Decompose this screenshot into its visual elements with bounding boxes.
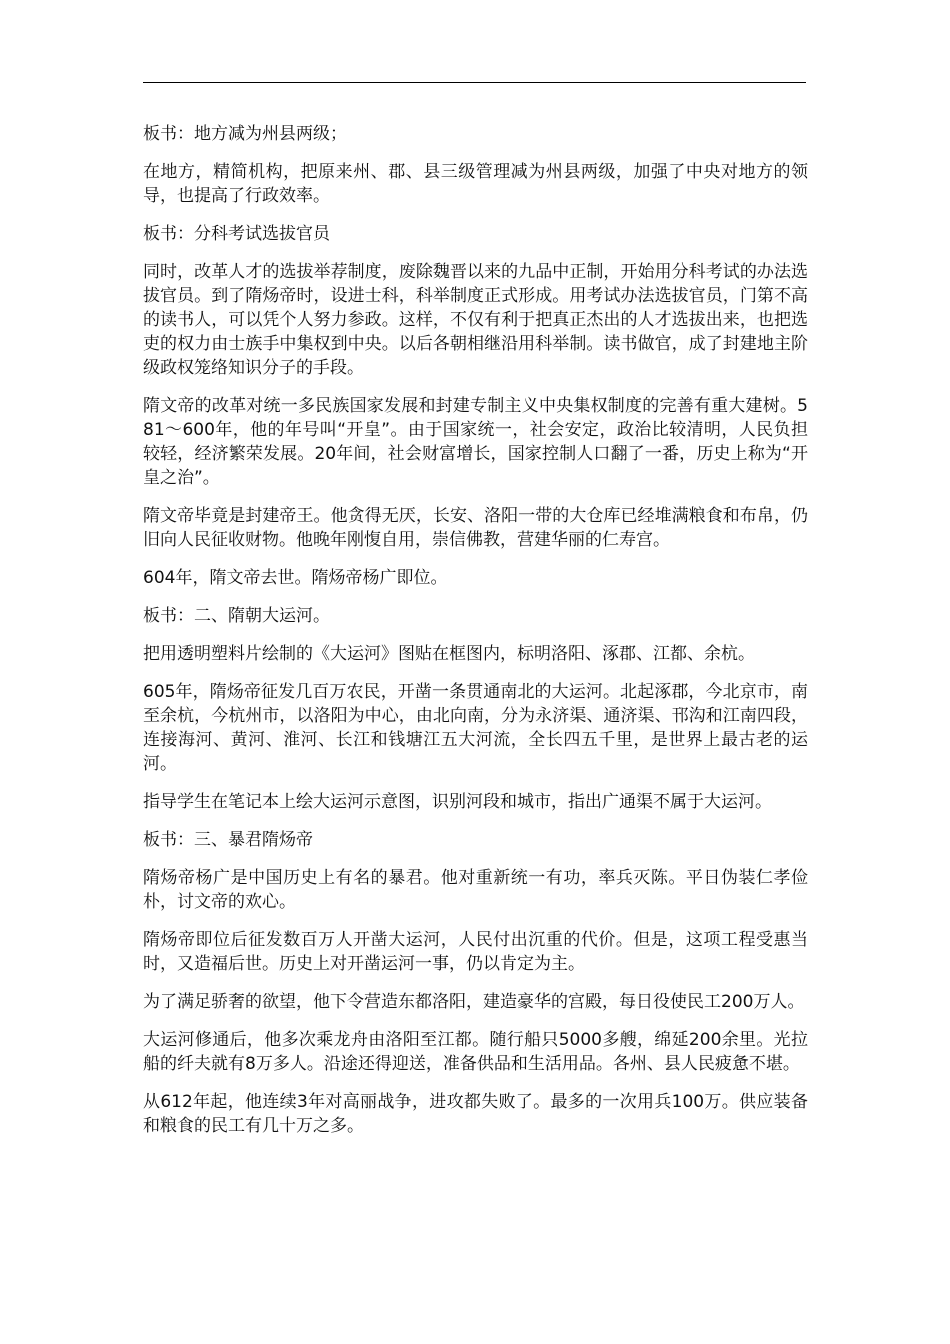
- body-paragraph: 大运河修通后，他多次乘龙舟由洛阳至江都。随行船只5000多艘，绵延200余里。光拉船的纤夫就有8万多人。沿途还得迎送，准备供品和生活用品。各州、县人民疲惫不堪。: [143, 1030, 808, 1074]
- board-note-paragraph: 板书：地方减为州县两级；: [143, 124, 347, 144]
- body-paragraph: 隋文帝的改革对统一多民族国家发展和封建专制主义中央集权制度的完善有重大建树。581～600年，他的年号叫“开皇”。由于国家统一，社会安定，政治比较清明，人民负担较轻，经济繁荣发展。20年间，社会财富增长，国家控制人口翻了一番，历史上称为“开皇之治”。: [143, 396, 808, 488]
- body-paragraph: 同时，改革人才的选拔举荐制度，废除魏晋以来的九品中正制，开始用分科考试的办法选拔官员。到了隋炀帝时，设进士科，科举制度正式形成。用考试办法选拔官员，门第不高的读书人，可以凭个人努力参政。这样，不仅有利于把真正杰出的人才选拔出来，也把选吏的权力由士族手中集权到中央。以后各朝相继沿用科举制。读书做官，成了封建地主阶级政权笼络知识分子的手段。: [143, 262, 808, 378]
- body-paragraph: 在地方，精简机构，把原来州、郡、县三级管理减为州县两级，加强了中央对地方的领导，也提高了行政效率。: [143, 162, 808, 206]
- body-paragraph: 把用透明塑料片绘制的《大运河》图贴在框图内，标明洛阳、涿郡、江都、余杭。: [143, 644, 755, 664]
- board-note-paragraph: 板书：分科考试选拔官员: [143, 224, 330, 244]
- body-paragraph: 隋炀帝杨广是中国历史上有名的暴君。他对重新统一有功，率兵灭陈。平日伪装仁孝俭朴，讨文帝的欢心。: [143, 868, 808, 912]
- body-paragraph: 隋文帝毕竟是封建帝王。他贪得无厌，长安、洛阳一带的大仓库已经堆满粮食和布帛，仍旧向人民征收财物。他晚年刚愎自用，崇信佛教，营建华丽的仁寿宫。: [143, 506, 808, 550]
- header-rule: [143, 82, 806, 83]
- body-paragraph: 为了满足骄奢的欲望，他下令营造东都洛阳，建造豪华的宫殿，每日役使民工200万人。: [143, 992, 805, 1012]
- body-paragraph: 604年，隋文帝去世。隋炀帝杨广即位。: [143, 568, 448, 588]
- body-paragraph: 从612年起，他连续3年对高丽战争，进攻都失败了。最多的一次用兵100万。供应装备和粮食的民工有几十万之多。: [143, 1092, 808, 1136]
- body-paragraph: 指导学生在笔记本上绘大运河示意图，识别河段和城市，指出广通渠不属于大运河。: [143, 792, 772, 812]
- board-note-paragraph: 板书：三、暴君隋炀帝: [143, 830, 313, 850]
- body-paragraph: 隋炀帝即位后征发数百万人开凿大运河，人民付出沉重的代价。但是，这项工程受惠当时，又造福后世。历史上对开凿运河一事，仍以肯定为主。: [143, 930, 808, 974]
- document-body: [143, 122, 808, 1152]
- board-note-paragraph: 板书：二、隋朝大运河。: [143, 606, 330, 626]
- body-paragraph: 605年，隋炀帝征发几百万农民，开凿一条贯通南北的大运河。北起涿郡，今北京市，南至余杭，今杭州市，以洛阳为中心，由北向南，分为永济渠、通济渠、邗沟和江南四段，连接海河、黄河、淮河、长江和钱塘江五大河流，全长四五千里，是世界上最古老的运河。: [143, 682, 808, 774]
